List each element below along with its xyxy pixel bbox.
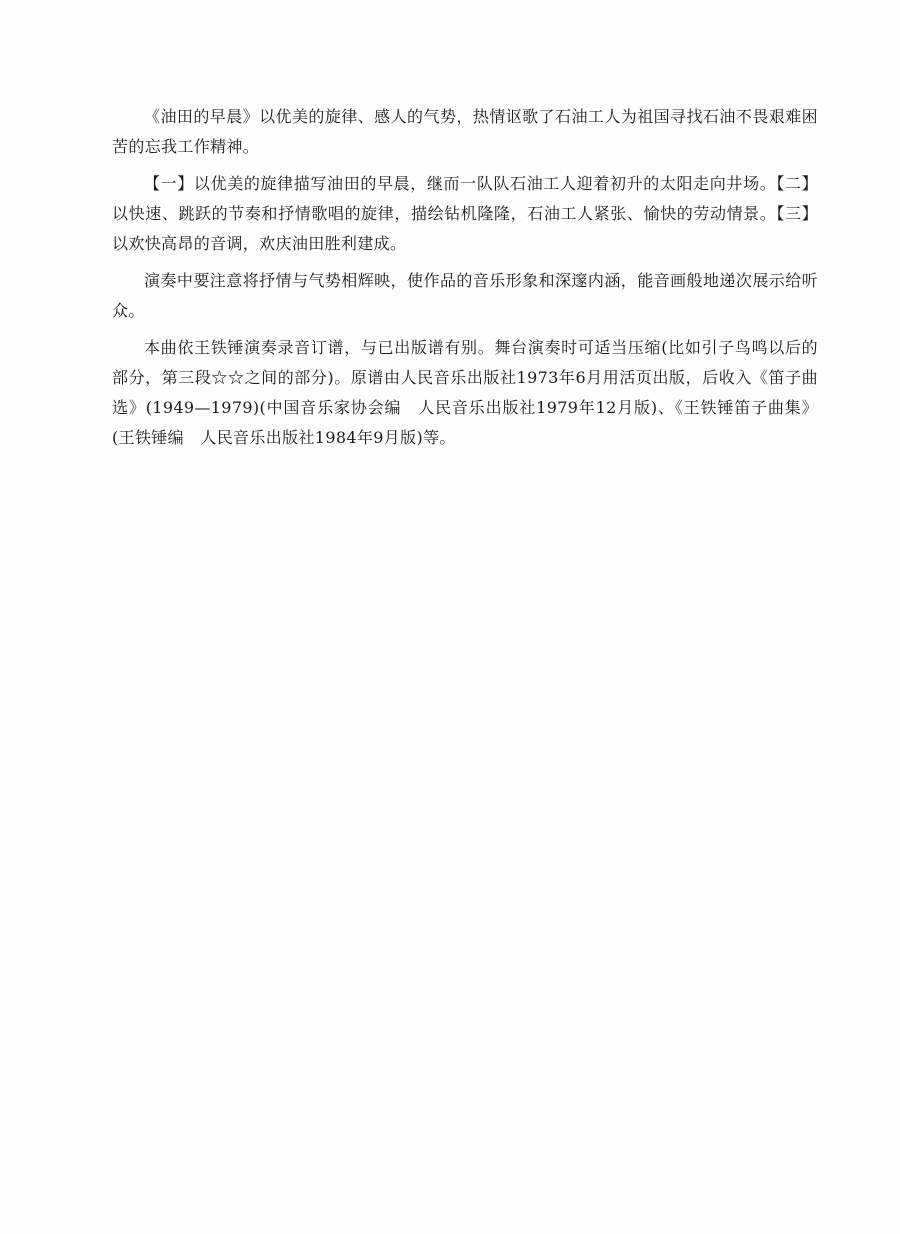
text-body <box>112 102 818 460</box>
paragraph-performance-notes: 演奏中要注意将抒情与气势相辉映，使作品的音乐形象和深邃内涵，能音画般地递次展示给听众。 <box>112 271 818 320</box>
paragraph-sections <box>112 169 818 259</box>
section-two-text: 【二】以快速、跳跃的节奏和抒情歌唱的旋律，描绘钻机隆隆，石油工人紧张、愉快的劳动情景。 <box>112 174 818 223</box>
paragraph-publication-notes: 本曲依王铁锤演奏录音订谱，与已出版谱有别。舞台演奏时可适当压缩(比如引子鸟鸣以后的部分，第三段☆☆之间的部分)。原谱由人民音乐出版社1973年6月用活页出版，后收入《笛子曲选》(1949—1979)(中国音乐家协会编 人民音乐出版社1979年12月版)、《王铁锤笛子曲集》(王铁锤编 人民音乐出版社1984年9月版)等。 <box>112 338 818 447</box>
paragraph-intro: 《油田的早晨》以优美的旋律、感人的气势，热情讴歌了石油工人为祖国寻找石油不畏艰难困苦的忘我工作精神。 <box>112 107 818 156</box>
section-one-text: 【一】以优美的旋律描写油田的早晨，继而一队队石油工人迎着初升的太阳走向井场。 <box>144 174 777 193</box>
section-three-text: 【三】以欢快高昂的音调，欢庆油田胜利建成。 <box>112 204 818 253</box>
